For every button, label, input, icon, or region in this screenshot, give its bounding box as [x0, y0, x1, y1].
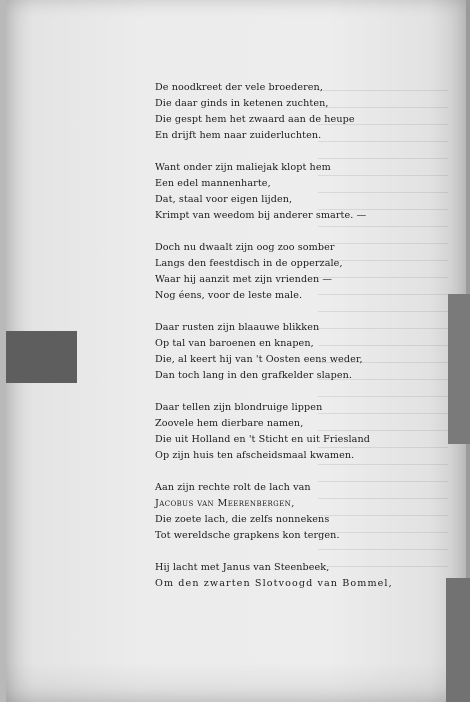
poem-line: Dat, staal voor eigen lijden, — [155, 194, 293, 205]
poem-line: Aan zijn rechte rolt de lach van — [155, 482, 311, 493]
poem-stanza — [155, 320, 435, 384]
poem-line: Die zoete lach, die zelfs nonnekens — [155, 514, 330, 525]
right-page-tab-upper — [448, 294, 470, 444]
right-page-tab-lower — [446, 578, 470, 702]
poem-line: Een edel mannenharte, — [155, 178, 271, 189]
poem-stanza — [155, 400, 435, 464]
poem-line: Doch nu dwaalt zijn oog zoo somber — [155, 242, 335, 253]
poem-line: Waar hij aanzit met zijn vrienden — — [155, 274, 333, 285]
poem-stanza — [155, 480, 435, 544]
poem-line: Krimpt van weedom bij anderer smarte. — — [155, 210, 367, 221]
poem-line: En drijft hem naar zuiderluchten. — [155, 130, 322, 141]
poem-line: Zoovele hem dierbare namen, — [155, 418, 304, 429]
poem-line: Die, al keert hij van 't Oosten eens weder, — [155, 354, 363, 365]
poem-line: Tot wereldsche grapkens kon tergen. — [155, 530, 340, 541]
poem-stanza — [155, 240, 435, 304]
left-page-tab — [6, 331, 77, 383]
poem-stanza — [155, 80, 435, 144]
poem-stanza — [155, 560, 435, 592]
poem-line: Langs den feestdisch in de opperzale, — [155, 258, 343, 269]
poem-line: Die uit Holland en 't Sticht en uit Friesland — [155, 434, 370, 445]
poem-line: Nog éens, voor de leste male. — [155, 290, 303, 301]
poem-line: De noodkreet der vele broederen, — [155, 82, 323, 93]
poem-line: Daar tellen zijn blondruige lippen — [155, 402, 323, 413]
poem-line: Om den zwarten Slotvoogd van Bommel, — [155, 578, 393, 589]
poem-line: Want onder zijn maliejak klopt hem — [155, 162, 331, 173]
poem — [155, 80, 435, 608]
poem-line: Die gespt hem het zwaard aan de heupe — [155, 114, 355, 125]
poem-line: Dan toch lang in den grafkelder slapen. — [155, 370, 353, 381]
poem-line: Die daar ginds in ketenen zuchten, — [155, 98, 329, 109]
poem-line: Op zijn huis ten afscheidsmaal kwamen. — [155, 450, 355, 461]
poem-line-name: Jacobus van Meerenbergen, — [155, 498, 295, 509]
poem-line: Op tal van baroenen en knapen, — [155, 338, 314, 349]
poem-line: Hij lacht met Janus van Steenbeek, — [155, 562, 330, 573]
poem-stanza — [155, 160, 435, 224]
poem-line: Daar rusten zijn blaauwe blikken — [155, 322, 320, 333]
